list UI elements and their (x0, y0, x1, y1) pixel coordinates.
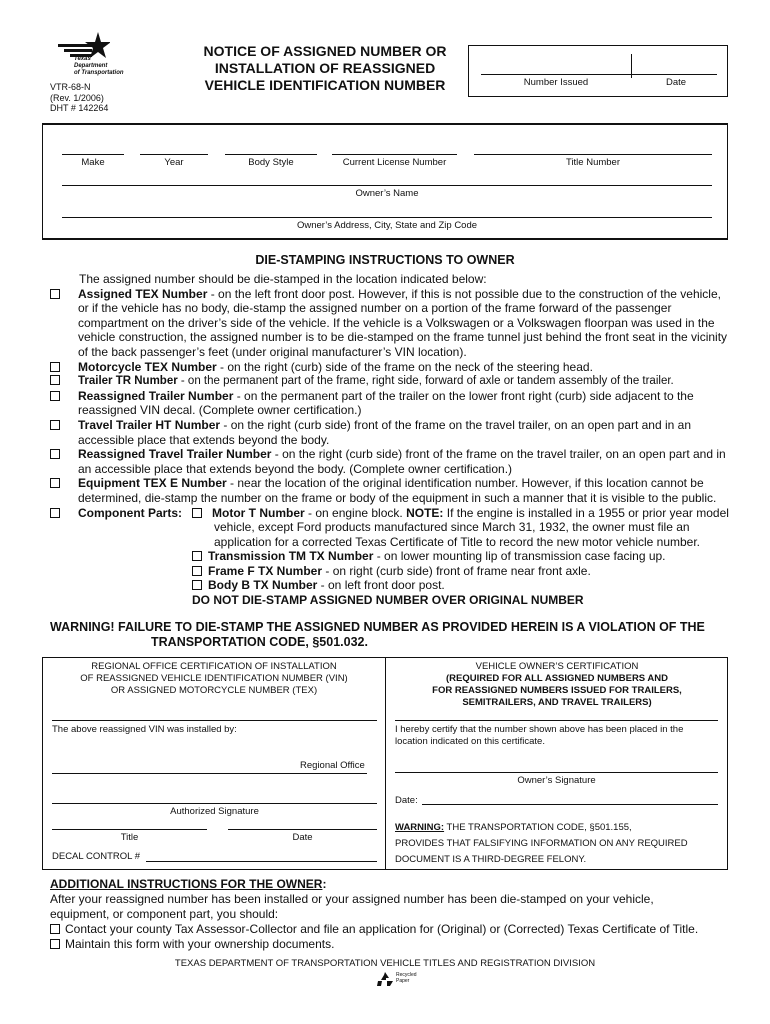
felony-warning-label: WARNING: (395, 822, 445, 833)
title-number-field[interactable] (474, 154, 712, 155)
checkbox[interactable] (50, 939, 60, 949)
component-parts-label: Component Parts: (78, 505, 183, 520)
recycled-text: Paper (396, 978, 410, 984)
form-title (190, 43, 460, 94)
owner-address-field[interactable] (62, 217, 712, 218)
make-label: Make (81, 157, 105, 168)
owner-date-label: Date: (395, 795, 418, 806)
item-text: - on left front door post. (317, 578, 445, 593)
checkbox[interactable] (50, 508, 60, 518)
body-style-label: Body Style (248, 157, 294, 168)
date-issued-label: Date (665, 77, 687, 88)
item-text: - on the left front door post. However, if this is not possible due to the construction of the vehicle, or if the vehicle has no body, die-stamp the assigned number on a portion of the frame forward of the passenger compartment on the driver’s side of the vehicle. If the vehicle is a Volkswagen or a Volkswagen floorpan was used in the vehicle construction, the assigned number is to be die-stamped on the frame tunnel just behind the front seat in the vicinity of the back passenger’s feet (under original manufacturer’s VIN location). (78, 286, 728, 359)
logo-text-line: of Transportation (74, 70, 124, 76)
list-item (50, 476, 730, 505)
recycled-text: Recycled (396, 972, 417, 978)
owner-cert-title (386, 661, 728, 709)
checkbox[interactable] (50, 420, 60, 430)
checkbox[interactable] (50, 391, 60, 401)
component-parts (50, 506, 730, 608)
felony-warning (395, 820, 688, 868)
item-text: - on the permanent part of the trailer on the lower front right (curb) side adjacent to the reassigned VIN decal. (Complete owner certification.) (78, 388, 694, 418)
checkbox[interactable] (50, 924, 60, 934)
regional-title-line: OR ASSIGNED MOTORCYCLE NUMBER (TEX) (110, 685, 318, 696)
owner-name-field[interactable] (62, 185, 712, 186)
checkbox[interactable] (50, 478, 60, 488)
component-parts-label-wrap (50, 506, 182, 521)
recycled-paper-label (396, 972, 417, 984)
regional-office-field[interactable] (52, 773, 367, 774)
item-text: - on engine block. (304, 505, 407, 520)
owner-cert-line[interactable] (395, 720, 718, 721)
item-text: - on the right (curb) side of the frame on the neck of the steering head. (216, 359, 593, 374)
body-style-field[interactable] (225, 154, 317, 155)
form-dht: DHT # 142264 (50, 103, 109, 113)
warning-block (50, 620, 740, 650)
installed-by-label: The above reassigned VIN was installed by: (52, 724, 237, 735)
item-title: Motor T Number (212, 505, 305, 520)
item-text: If the engine is installed in a 1955 or prior year model vehicle, except Ford products manufactured since March 31, 1932, the owner must file an application for a corrected Texas Certificate of Title to record the new motor vehicle number. (214, 505, 729, 549)
logo-text (74, 56, 124, 77)
certify-line: I hereby certify that the number shown above has been placed in the (395, 724, 684, 735)
item-title: Frame F TX Number (208, 563, 323, 578)
list-item (192, 578, 730, 593)
item-text: - on right (curb side) front of frame near front axle. (322, 563, 591, 578)
item-text: Maintain this form with your ownership documents. (65, 937, 335, 951)
checkbox[interactable] (192, 566, 202, 576)
list-item (50, 389, 730, 418)
year-label: Year (164, 157, 184, 168)
die-stamping-body (50, 272, 730, 608)
owner-date-field[interactable] (422, 804, 718, 805)
license-label: Current License Number (342, 157, 447, 168)
regional-title-line: REGIONAL OFFICE CERTIFICATION OF INSTALLATION (91, 661, 337, 672)
item-title: Body B TX Number (208, 578, 318, 593)
item-text: - on the right (curb side) front of the frame on the travel trailer, on an open part and in an accessible place that extends beyond the body. (Complete owner certification.) (78, 447, 726, 476)
felony-warning-line: DOCUMENT IS A THIRD-DEGREE FELONY. (395, 854, 587, 865)
item-title: Transmission TM TX Number (208, 549, 374, 564)
die-stamping-heading: DIE-STAMPING INSTRUCTIONS TO OWNER (255, 253, 515, 267)
certify-text (395, 724, 683, 748)
checkbox[interactable] (192, 580, 202, 590)
item-text: - near the location of the original identification number. However, if this location cannot be determined, die-stamp the number on the frame or body of the equipment in such a manner that it is visible to the public. (78, 476, 717, 505)
warning-line: TRANSPORTATION CODE, §501.032. (151, 635, 368, 649)
recycle-icon (376, 971, 394, 992)
felony-warning-line: THE TRANSPORTATION CODE, §501.155, (444, 822, 632, 833)
do-not-stamp-notice: DO NOT DIE-STAMP ASSIGNED NUMBER OVER ORIGINAL NUMBER (192, 593, 584, 608)
additional-line: After your reassigned number has been installed or your assigned number has been die-stamped on your vehicle, (50, 892, 654, 906)
note-label: NOTE: (406, 505, 444, 520)
form-title-line: NOTICE OF ASSIGNED NUMBER OR (203, 43, 447, 59)
checkbox[interactable] (50, 375, 60, 385)
owner-signature-field[interactable] (395, 772, 718, 773)
regional-date-label: Date (292, 832, 313, 843)
item-title: Trailer TR Number (78, 375, 178, 388)
number-issued-line[interactable] (481, 74, 717, 75)
list-item (50, 418, 730, 447)
owner-signature-label: Owner’s Signature (517, 775, 596, 786)
checkbox[interactable] (50, 449, 60, 459)
list-item (50, 447, 730, 476)
form-revision: (Rev. 1/2006) (50, 92, 104, 103)
decal-control-field[interactable] (146, 861, 377, 862)
number-issued-box (468, 45, 728, 97)
logo-text-line: Department (74, 63, 108, 69)
item-title: Equipment TEX E Number (78, 476, 227, 491)
make-field[interactable] (62, 154, 124, 155)
item-title: Travel Trailer HT Number (78, 417, 221, 432)
owner-cert-title-line: SEMITRAILERS, AND TRAVEL TRAILERS) (462, 697, 652, 708)
item-text: - on lower mounting lip of transmission case facing up. (373, 549, 666, 564)
list-item (50, 374, 730, 389)
owner-address-label: Owner’s Address, City, State and Zip Code (296, 220, 478, 231)
owner-cert-title-line: FOR REASSIGNED NUMBERS ISSUED FOR TRAILERS, (432, 685, 682, 696)
item-title: Assigned TEX Number (78, 286, 208, 301)
item-title: Motorcycle TEX Number (78, 359, 217, 374)
owner-cert-title-line: VEHICLE OWNER’S CERTIFICATION (475, 661, 639, 672)
checkbox[interactable] (192, 508, 202, 518)
form-title-line: INSTALLATION OF REASSIGNED (214, 60, 436, 76)
footer-division: TEXAS DEPARTMENT OF TRANSPORTATION VEHICLE TITLES AND REGISTRATION DIVISION (174, 958, 596, 969)
component-list (50, 506, 730, 608)
license-field[interactable] (332, 154, 457, 155)
form-meta (50, 82, 108, 114)
list-item (50, 937, 740, 952)
item-title: Reassigned Trailer Number (78, 388, 234, 403)
form-title-line: VEHICLE IDENTIFICATION NUMBER (204, 77, 446, 93)
warning-line: WARNING! FAILURE TO DIE-STAMP THE ASSIGNED NUMBER AS PROVIDED HEREIN IS A VIOLATION OF THE (50, 620, 705, 634)
owner-cert-title-line: (REQUIRED FOR ALL ASSIGNED NUMBERS AND (445, 673, 669, 684)
list-item (50, 922, 740, 937)
title-number-label: Title Number (565, 157, 621, 168)
additional-instructions (50, 877, 740, 952)
owner-name-label: Owner’s Name (355, 188, 419, 199)
year-field[interactable] (140, 154, 208, 155)
item-text: - on the permanent part of the frame, right side, forward of axle or tandem assembly of the trailer. (177, 375, 674, 388)
decal-control-label: DECAL CONTROL # (52, 851, 140, 862)
list-item (192, 549, 730, 564)
list-item (50, 287, 730, 360)
list-item (192, 564, 730, 579)
regional-title-field[interactable] (52, 829, 207, 830)
logo-text-line: Texas (74, 56, 91, 62)
item-title: Reassigned Travel Trailer Number (78, 447, 272, 462)
additional-heading-colon: : (322, 877, 327, 891)
installer-line[interactable] (52, 720, 377, 721)
box-divider (631, 54, 632, 78)
checkbox[interactable] (192, 551, 202, 561)
regional-office-label: Regional Office (300, 760, 365, 771)
list-item (50, 360, 730, 375)
authorized-signature-field[interactable] (52, 803, 377, 804)
checkbox[interactable] (50, 289, 60, 299)
checkbox[interactable] (50, 362, 60, 372)
number-issued-label: Number Issued (523, 77, 589, 88)
form-id: VTR-68-N (50, 82, 91, 92)
certify-line: location indicated on this certificate. (395, 736, 545, 747)
regional-title-line: OF REASSIGNED VEHICLE IDENTIFICATION NUMBER (VIN) (80, 673, 348, 684)
additional-heading: ADDITIONAL INSTRUCTIONS FOR THE OWNER (50, 877, 323, 891)
authorized-signature-label: Authorized Signature (170, 806, 259, 817)
regional-date-field[interactable] (228, 829, 377, 830)
list-item (192, 506, 730, 550)
regional-title-label: Title (120, 832, 139, 843)
die-stamping-intro: The assigned number should be die-stamped in the location indicated below: (79, 272, 487, 286)
felony-warning-line: PROVIDES THAT FALSIFYING INFORMATION ON ANY REQUIRED (395, 838, 688, 849)
regional-title (43, 661, 385, 697)
item-text: - on the right (curb side) front of the frame on the travel trailer, on an open part and in an accessible place that extends beyond the body. (78, 417, 691, 447)
item-text: Contact your county Tax Assessor-Collector and file an application for (Original) or (Corrected) Texas Certificate of Title. (65, 922, 699, 936)
additional-line: equipment, or component part, you should: (50, 907, 279, 921)
